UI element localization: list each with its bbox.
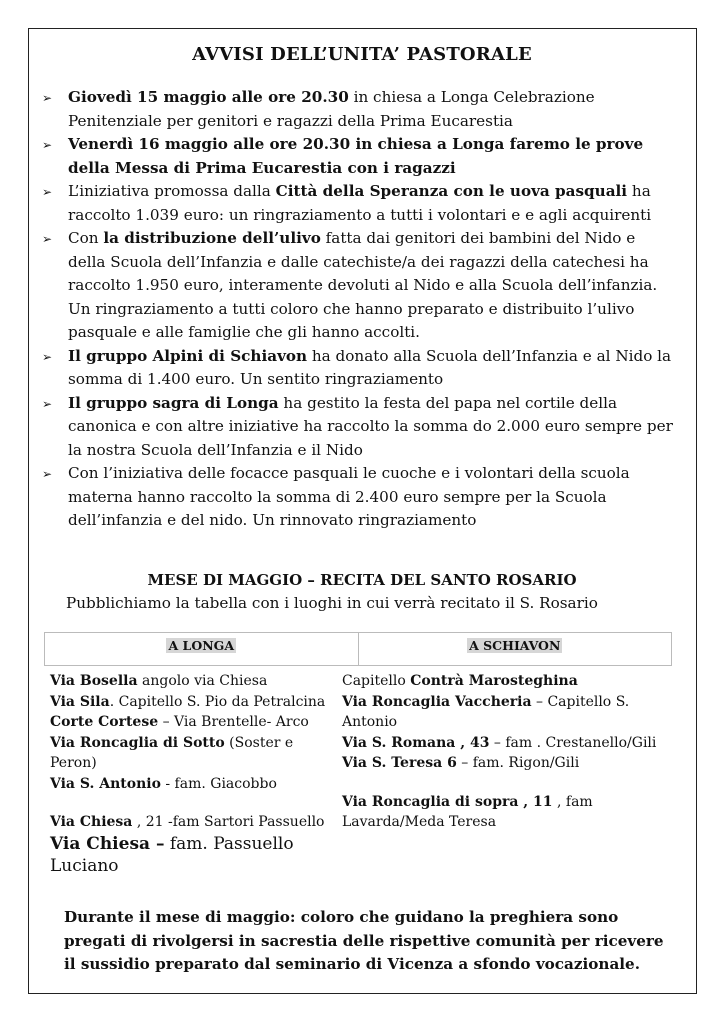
arrow-bullet-icon: ➢	[42, 91, 53, 105]
schiavon-row: Via S. Romana , 43 – fam . Crestanello/Gili	[342, 734, 657, 751]
longa-row: Via Sila. Capitello S. Pio da Petralcina	[50, 693, 326, 710]
longa-column	[50, 671, 330, 878]
arrow-bullet-icon: ➢	[42, 349, 53, 364]
avviso-item: ➢ Con la distribuzione dell’ulivo fatta dai genitori dei bambini del Nido e della Scuola dell’Infanzia e dalle catechiste/a dei ragazzi della catechesi ha raccolto 1.950 euro, interamente devoluti al Nido e alla Scuola dell’infanzia. Un ringraziamento a tutti coloro che hanno preparato e distribuito l’ulivo pasquale e alle famiglie che gli hanno accolti.	[42, 229, 658, 341]
arrow-bullet-icon: ➢	[42, 185, 53, 199]
schiavon-row: Via S. Teresa 6 – fam. Rigon/Gili	[342, 755, 580, 771]
page-title: AVVISI DELL’UNITA’ PASTORALE	[192, 44, 532, 65]
header-schiavon: A SCHIAVON	[469, 638, 561, 653]
longa-row: Via Chiesa – fam. Passuello Luciano	[50, 833, 294, 876]
avvisi-list	[36, 86, 676, 533]
arrow-bullet-icon: ➢	[42, 396, 53, 411]
avviso-item: ➢ Venerdì 16 maggio alle ore 20.30 in chiesa a Longa faremo le prove della Messa di Prima Eucarestia con i ragazzi	[42, 135, 644, 177]
arrow-bullet-icon: ➢	[42, 232, 53, 246]
longa-row: Via S. Antonio - fam. Giacobbo	[50, 775, 277, 792]
rosario-table-header	[44, 632, 672, 666]
schiavon-row: Capitello Contrà Marosteghina	[342, 673, 578, 689]
rosario-section-subtitle: Pubblichiamo la tabella con i luoghi in cui verrà recitato il S. Rosario	[66, 594, 598, 612]
schiavon-row: Via Roncaglia Vaccheria – Capitello S. Antonio	[342, 693, 630, 730]
arrow-bullet-icon: ➢	[42, 467, 53, 481]
schiavon-row: Via Roncaglia di sopra , 11 , fam Lavarda/Meda Teresa	[342, 793, 593, 830]
avviso-item: ➢ L’iniziativa promossa dalla Città della Speranza con le uova pasquali ha raccolto 1.039 euro: un ringraziamento a tutti i volontari e e agli acquirenti	[42, 182, 652, 224]
longa-row: Corte Cortese – Via Brentelle- Arco	[50, 714, 309, 730]
longa-row: Via Chiesa , 21 -fam Sartori Passuello	[50, 814, 325, 830]
avviso-item: ➢ Il gruppo sagra di Longa ha gestito la festa del papa nel cortile della canonica e con altre iniziative ha raccolto la somma do 2.000 euro sempre per la nostra Scuola dell’Infanzia e il Nido	[42, 393, 673, 459]
longa-row: Via Bosella angolo via Chiesa	[50, 673, 268, 689]
avviso-item: ➢ Il gruppo Alpini di Schiavon ha donato alla Scuola dell’Infanzia e al Nido la somma di 1.400 euro. Un sentito ringraziamento	[42, 346, 672, 388]
longa-row: Via Roncaglia di Sotto (Soster e Peron)	[50, 734, 294, 771]
arrow-bullet-icon: ➢	[42, 138, 53, 152]
avviso-item: ➢ Con l’iniziativa delle focacce pasquali le cuoche e i volontari della scuola materna hanno raccolto la somma di 2.400 euro sempre per la Scuola dell’infanzia e del nido. Un rinnovato ringraziamento	[42, 464, 630, 529]
header-longa: A LONGA	[45, 633, 359, 665]
avviso-item: ➢ Giovedì 15 maggio alle ore 20.30 in chiesa a Longa Celebrazione Penitenziale per genitori e ragazzi della Prima Eucarestia	[42, 88, 595, 130]
schiavon-column	[342, 671, 662, 833]
footer-note: Durante il mese di maggio: coloro che guidano la preghiera sono pregati di rivolgersi in sacrestia delle rispettive comunità per ricevere il sussidio preparato dal seminario di Vicenza a sfondo vocazionale.	[64, 908, 664, 973]
rosario-section-title: MESE DI MAGGIO – RECITA DEL SANTO ROSARIO	[147, 571, 577, 589]
